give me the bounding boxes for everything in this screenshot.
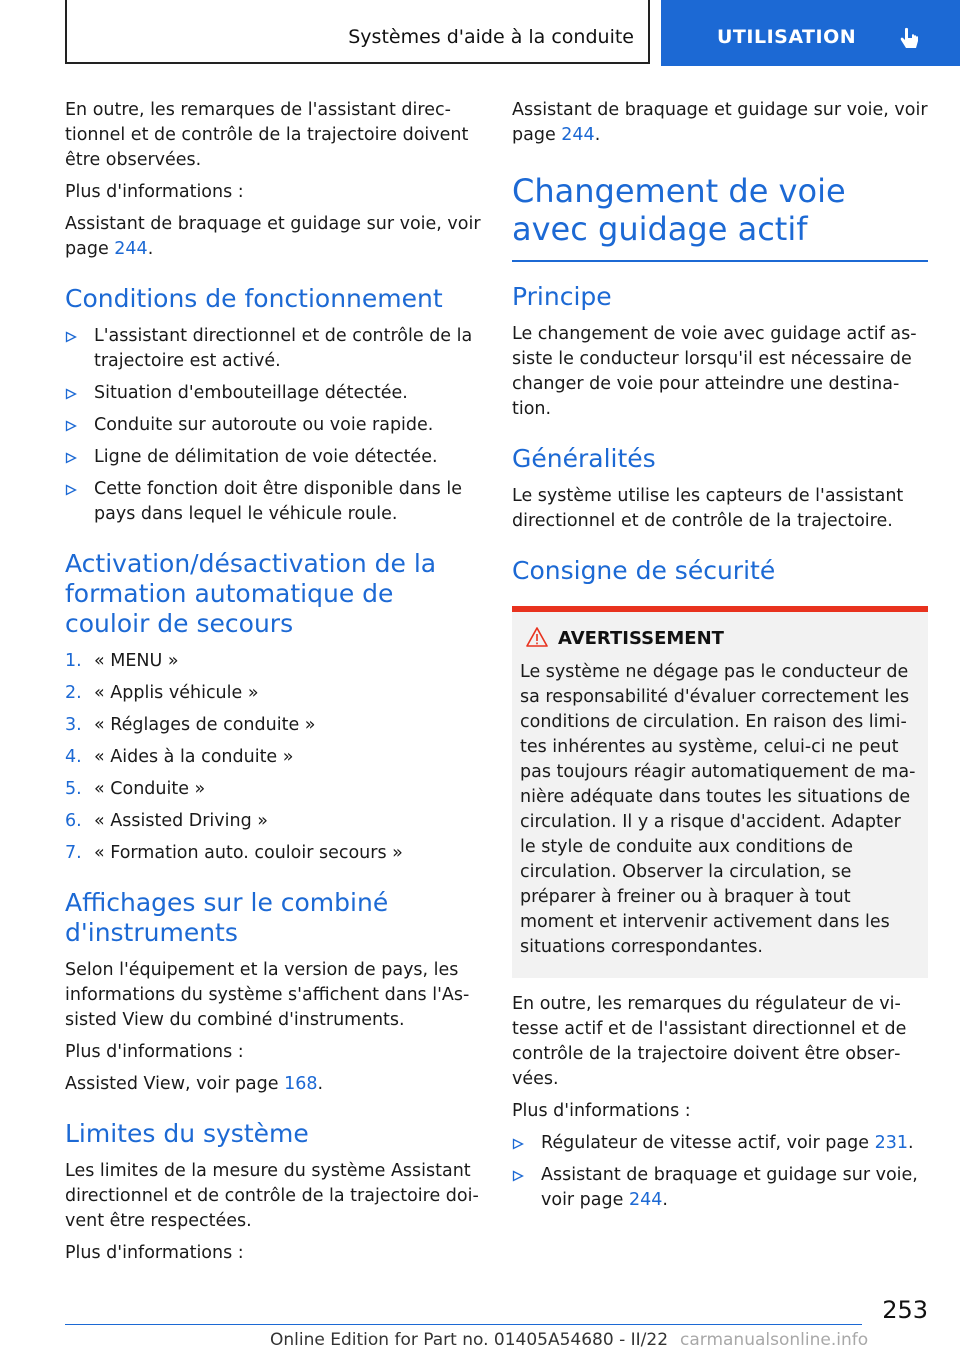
step-text: « Aides à la conduite » xyxy=(94,747,294,767)
step-number: 4. xyxy=(65,747,82,767)
page-link[interactable]: 244 xyxy=(114,239,148,259)
left-column xyxy=(65,98,485,1273)
list-item-text: L'assistant directionnel et de contrôle de la trajectoire est activé. xyxy=(94,326,473,371)
step-item xyxy=(65,745,485,770)
list-item-text: Conduite sur autoroute ou voie rapide. xyxy=(94,415,434,435)
heading-generalites: Généralités xyxy=(512,444,656,473)
list-item xyxy=(65,413,485,438)
list-item-end: . xyxy=(662,1190,668,1210)
heading-principe: Principe xyxy=(512,282,612,311)
step-number: 1. xyxy=(65,651,82,671)
heading-consigne: Consigne de sécurité xyxy=(512,556,776,585)
step-item xyxy=(65,681,485,706)
triangle-bullet-icon xyxy=(512,1170,524,1182)
more-info-label: Plus d'informations : xyxy=(512,1101,691,1121)
step-text: « Formation auto. couloir secours » xyxy=(94,843,403,863)
step-item xyxy=(65,713,485,738)
header-section-box xyxy=(65,0,650,64)
cross-reference xyxy=(65,1072,485,1097)
step-item xyxy=(65,777,485,802)
warning-text: Le système ne dégage pas le conducteur de sa responsabilité d'évaluer correctement les conditions de circulation. En raison des limites inhérentes au système, celui-ci ne peut pas toujours réagir automatiquement de manière adéquate dans toutes les situations de circulation. Il y a risque d'accident. Adapter le style de conduite aux conditions de circulation. Observer la circulation, se préparer à freiner ou à braquer à tout moment et intervenir activement dans les situations correspondantes. xyxy=(520,662,916,957)
warning-triangle-icon xyxy=(526,626,548,648)
right-column xyxy=(512,98,928,1220)
warning-header xyxy=(520,626,920,652)
more-info-label: Plus d'informations : xyxy=(65,1243,244,1263)
cross-reference xyxy=(512,98,928,148)
triangle-bullet-icon xyxy=(65,420,77,432)
step-number: 7. xyxy=(65,843,82,863)
triangle-bullet-icon xyxy=(65,331,77,343)
heading-limites: Limites du système xyxy=(65,1119,309,1148)
step-text: « MENU » xyxy=(94,651,179,671)
triangle-bullet-icon xyxy=(512,1138,524,1150)
step-number: 2. xyxy=(65,683,82,703)
warning-box xyxy=(512,606,928,978)
cross-reference-text: Assistant de braquage et guidage sur voie, voir page xyxy=(512,100,928,145)
cross-reference xyxy=(65,212,485,262)
step-item xyxy=(65,649,485,674)
list-item xyxy=(65,324,485,374)
footer-divider xyxy=(65,1324,862,1325)
list-item xyxy=(512,1131,928,1156)
step-text: « Conduite » xyxy=(94,779,206,799)
page-link[interactable]: 231 xyxy=(874,1133,908,1153)
header-chapter-label: UTILISATION xyxy=(717,26,857,48)
list-item-text: Assistant de braquage et guidage sur voie, voir page xyxy=(541,1165,918,1210)
cross-reference-end: . xyxy=(594,125,601,145)
step-item xyxy=(65,841,485,866)
more-info-label: Plus d'informations : xyxy=(65,182,244,202)
intro-text: En outre, les remarques de l'assistant directionnel et de contrôle de la trajectoire doivent être observées. xyxy=(65,100,469,170)
step-text: « Applis véhicule » xyxy=(94,683,259,703)
step-text: « Assisted Driving » xyxy=(94,811,268,831)
conditions-list xyxy=(65,324,485,527)
step-item xyxy=(65,809,485,834)
page-number: 253 xyxy=(882,1296,928,1324)
list-item-text: Situation d'embouteillage détectée. xyxy=(94,383,408,403)
heading-main: Changement de voie avec guidage actif xyxy=(512,172,846,248)
list-item xyxy=(65,381,485,406)
heading-affichages: Affichages sur le combiné d'instruments xyxy=(65,888,389,947)
page-header xyxy=(0,0,960,66)
cross-reference-end: . xyxy=(317,1074,324,1094)
generalites-text: Le système utilise les capteurs de l'assistant directionnel et de contrôle de la trajectoire. xyxy=(512,486,904,531)
list-item-text: Régulateur de vitesse actif, voir page xyxy=(541,1133,875,1153)
warning-title: AVERTISSEMENT xyxy=(558,628,724,649)
list-item xyxy=(65,477,485,527)
after-warning-text: En outre, les remarques du régulateur de vitesse actif et de l'assistant directionnel et de contrôle de la trajectoire doivent être observées. xyxy=(512,994,907,1089)
page-link[interactable]: 244 xyxy=(628,1190,663,1210)
list-item-end: . xyxy=(907,1133,914,1153)
steps-list xyxy=(65,649,485,866)
cross-reference-text: Assisted View, voir page xyxy=(65,1074,285,1094)
header-chapter-tab xyxy=(661,0,960,66)
triangle-bullet-icon xyxy=(65,484,77,496)
cross-reference-end: . xyxy=(147,239,154,259)
step-number: 5. xyxy=(65,779,82,799)
step-number: 3. xyxy=(65,715,82,735)
list-item-text: Ligne de délimitation de voie détectée. xyxy=(94,447,438,467)
page-link[interactable]: 244 xyxy=(561,125,595,145)
page-link[interactable]: 168 xyxy=(284,1074,318,1094)
principe-text: Le changement de voie avec guidage actif assiste le conducteur lorsqu'il est nécessaire de changer de voie pour atteindre une destination. xyxy=(512,324,917,419)
triangle-bullet-icon xyxy=(65,388,77,400)
step-text: « Réglages de conduite » xyxy=(94,715,316,735)
limites-text: Les limites de la mesure du système Assistant directionnel et de contrôle de la trajectoire doivent être respectées. xyxy=(65,1161,479,1231)
heading-activation: Activation/désactivation de la formation automatique de couloir de secours xyxy=(65,549,437,638)
list-item xyxy=(512,1163,928,1213)
step-number: 6. xyxy=(65,811,82,831)
cross-reference-text: Assistant de braquage et guidage sur voie, voir page xyxy=(65,214,481,259)
watermark: carmanualsonline.info xyxy=(680,1330,869,1350)
edition-text: Online Edition for Part no. 01405A54680 - II/22 xyxy=(270,1330,669,1350)
affichages-text: Selon l'équipement et la version de pays, les informations du système s'affichent dans l'Assisted View du combiné d'instruments. xyxy=(65,960,470,1030)
heading-conditions: Conditions de fonctionnement xyxy=(65,284,443,313)
triangle-bullet-icon xyxy=(65,452,77,464)
hand-pointer-icon xyxy=(897,26,923,52)
references-list xyxy=(512,1131,928,1213)
heading-divider xyxy=(512,260,928,262)
list-item-text: Cette fonction doit être disponible dans le pays dans lequel le véhicule roule. xyxy=(94,479,462,524)
header-section-title: Systèmes d'aide à la conduite xyxy=(348,26,634,48)
more-info-label: Plus d'informations : xyxy=(65,1042,244,1062)
list-item xyxy=(65,445,485,470)
